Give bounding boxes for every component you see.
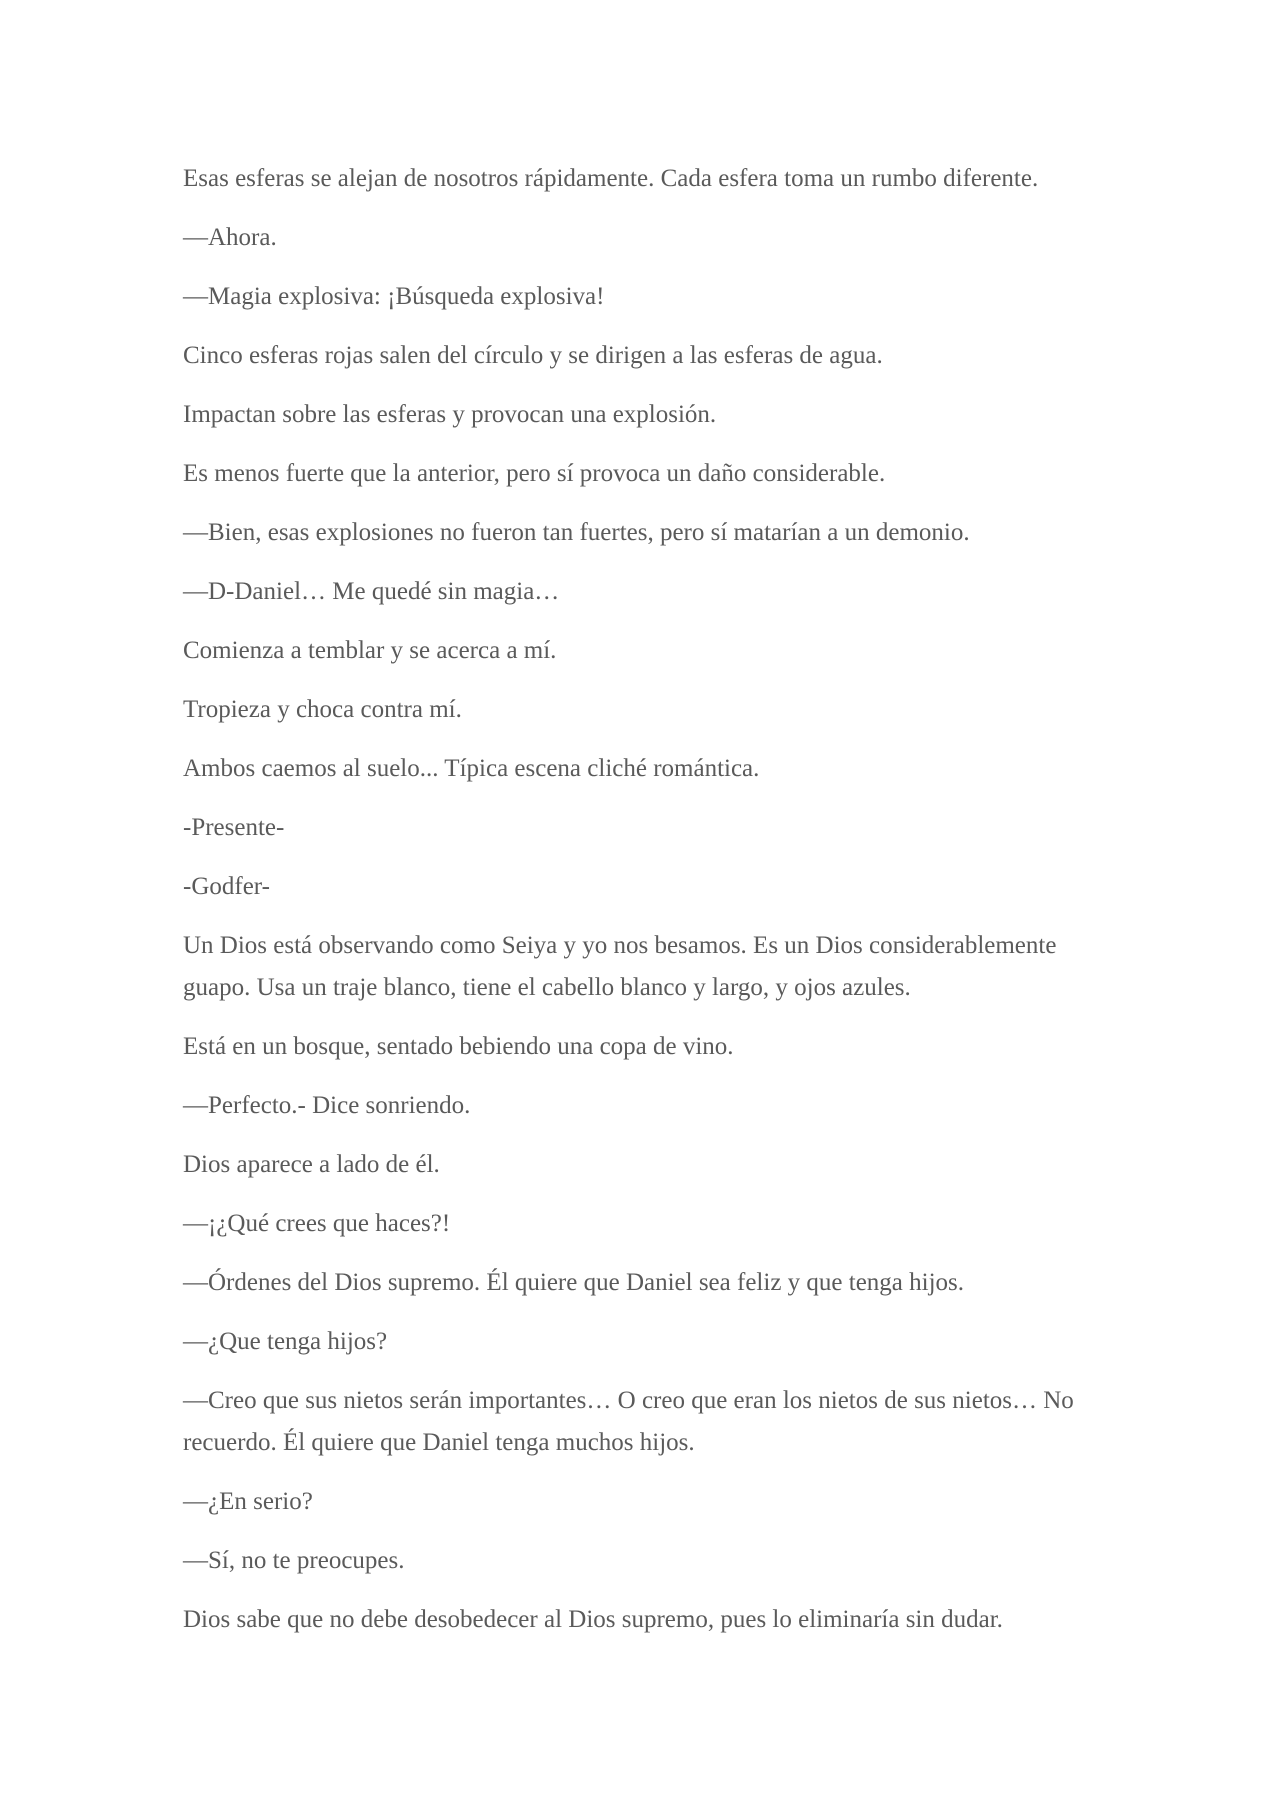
paragraph: Cinco esferas rojas salen del círculo y se dirigen a las esferas de agua. xyxy=(183,342,883,369)
paragraph: —¡¿Qué crees que haces?! xyxy=(183,1210,451,1237)
paragraph: Dios sabe que no debe desobedecer al Dios supremo, pues lo eliminaría sin dudar. xyxy=(183,1606,1003,1633)
paragraph: Ambos caemos al suelo... Típica escena cliché romántica. xyxy=(183,755,760,782)
paragraph: —Bien, esas explosiones no fueron tan fuertes, pero sí matarían a un demonio. xyxy=(183,519,970,546)
paragraph: Un Dios está observando como Seiya y yo nos besamos. Es un Dios considerablemente guapo. Usa un traje blanco, tiene el cabello blanco y largo, y ojos azules. xyxy=(183,932,1057,1001)
paragraph: Tropieza y choca contra mí. xyxy=(183,696,462,723)
paragraph: —¿En serio? xyxy=(183,1488,313,1515)
section-marker: -Godfer- xyxy=(183,873,270,900)
paragraph: Está en un bosque, sentado bebiendo una copa de vino. xyxy=(183,1033,734,1060)
paragraph: —D-Daniel… Me quedé sin magia… xyxy=(183,578,560,605)
paragraph: —Órdenes del Dios supremo. Él quiere que Daniel sea feliz y que tenga hijos. xyxy=(183,1269,965,1296)
section-marker: -Presente- xyxy=(183,814,285,841)
paragraph: Impactan sobre las esferas y provocan una explosión. xyxy=(183,401,717,428)
paragraph: Dios aparece a lado de él. xyxy=(183,1151,440,1178)
paragraph: —Creo que sus nietos serán importantes… O creo que eran los nietos de sus nietos… No recuerdo. Él quiere que Daniel tenga muchos hijos. xyxy=(183,1387,1074,1456)
paragraph: —Sí, no te preocupes. xyxy=(183,1547,405,1574)
paragraph: —Perfecto.- Dice sonriendo. xyxy=(183,1092,471,1119)
document-body xyxy=(183,158,1103,1658)
paragraph: —Magia explosiva: ¡Búsqueda explosiva! xyxy=(183,283,605,310)
paragraph: —Ahora. xyxy=(183,224,277,251)
paragraph: Comienza a temblar y se acerca a mí. xyxy=(183,637,557,664)
paragraph: Es menos fuerte que la anterior, pero sí provoca un daño considerable. xyxy=(183,460,886,487)
paragraph: —¿Que tenga hijos? xyxy=(183,1328,388,1355)
paragraph: Esas esferas se alejan de nosotros rápidamente. Cada esfera toma un rumbo diferente. xyxy=(183,165,1039,192)
